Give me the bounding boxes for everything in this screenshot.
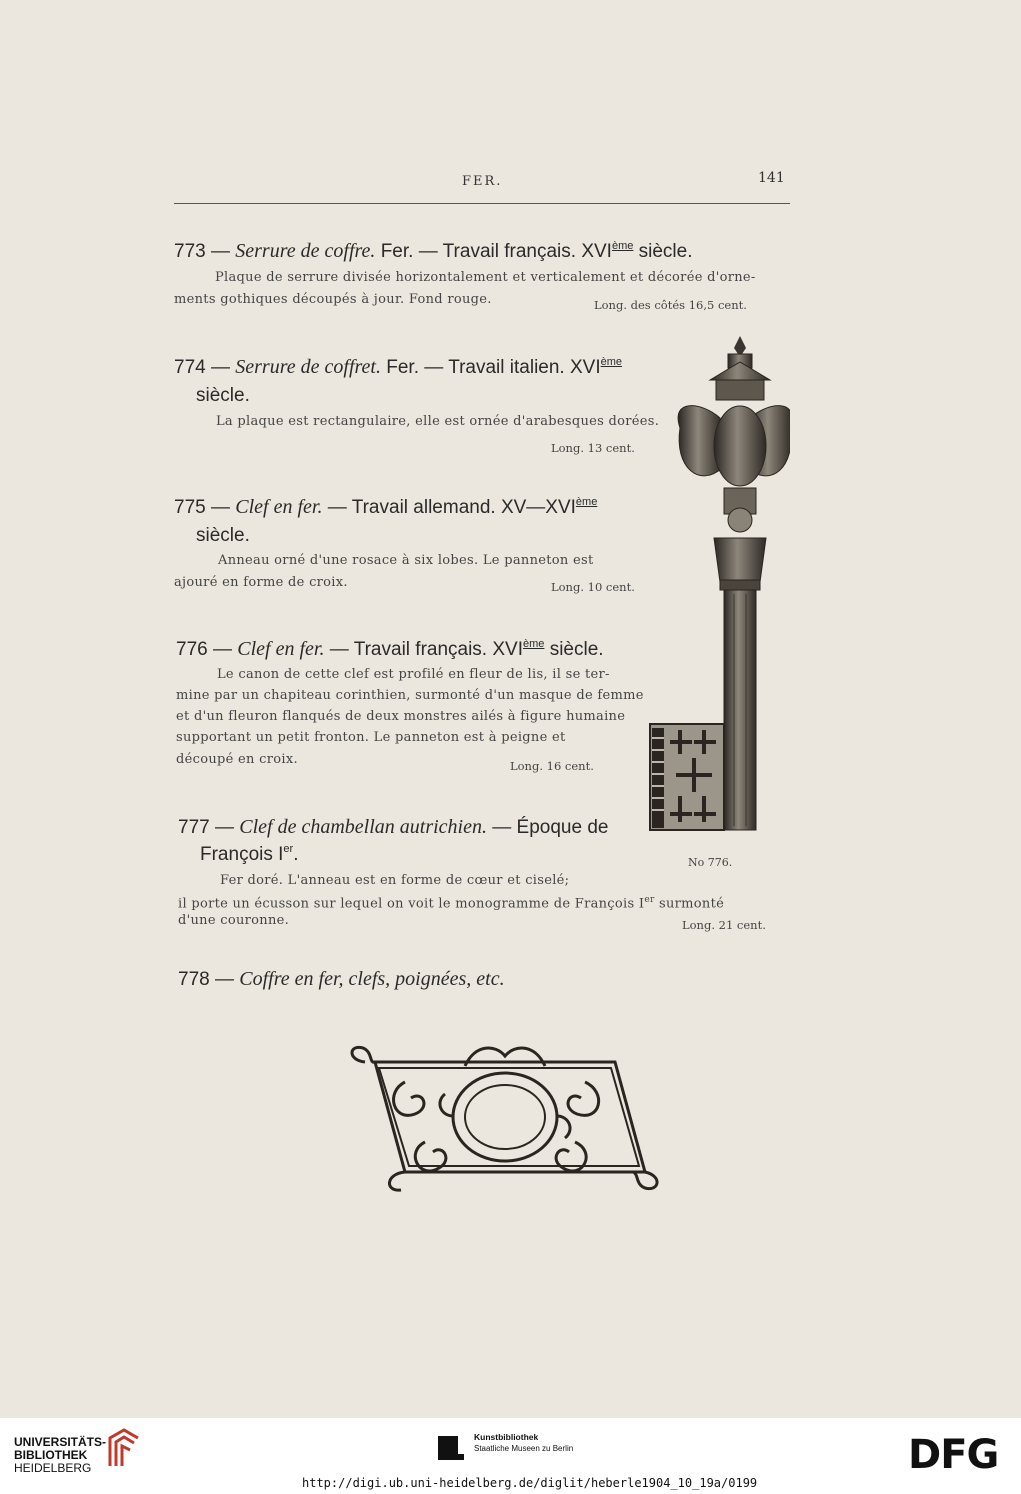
entry-title: Serrure de coffre. — [235, 240, 376, 262]
entry-number: 773 — [174, 241, 206, 262]
entry-774-measure: Long. 13 cent. — [551, 441, 635, 455]
entry-775-desc-2: ajouré en forme de croix. — [174, 575, 348, 590]
entry-773-desc-1: Plaque de serrure divisée horizontalement et verticalement et décorée d'orne- — [215, 270, 756, 285]
entry-773-desc-2: ments gothiques découpés à jour. Fond rouge. — [174, 292, 492, 307]
entry-776-desc-2: mine par un chapiteau corinthien, surmonté d'un masque de femme — [176, 688, 644, 703]
entry-777-desc-3: d'une couronne. — [178, 913, 290, 928]
ub-heidelberg-logo-text[interactable]: UNIVERSITÄTS- BIBLIOTHEK HEIDELBERG — [14, 1435, 107, 1475]
key-illustration — [640, 318, 790, 858]
entry-775-measure: Long. 10 cent. — [551, 580, 635, 594]
kunstbibliothek-logo-icon — [436, 1434, 466, 1462]
header-rule — [174, 203, 790, 204]
entry-777-measure: Long. 21 cent. — [682, 918, 766, 932]
entry-776-desc-1: Le canon de cette clef est profilé en fleur de lis, il se ter- — [217, 667, 610, 682]
running-header: FER. — [462, 174, 503, 189]
entry-778-heading: 778 — Coffre en fer, clefs, poignées, etc. — [178, 968, 505, 990]
entry-776-heading: 776 — Clef en fer. — Travail français. XVIème siècle. — [176, 638, 604, 660]
entry-774-desc: La plaque est rectangulaire, elle est ornée d'arabesques dorées. — [216, 414, 660, 429]
permalink-url[interactable]: http://digi.ub.uni-heidelberg.de/diglit/heberle1904_10_19a/0199 — [302, 1476, 758, 1490]
entry-776-desc-4: supportant un petit fronton. Le panneton est à peigne et — [176, 730, 566, 745]
dfg-logo[interactable]: DFG — [908, 1432, 999, 1478]
footer-bar — [0, 1418, 1021, 1494]
figure-caption: No 776. — [688, 856, 733, 869]
entry-773-measure: Long. des côtés 16,5 cent. — [594, 298, 747, 312]
ub-heidelberg-logo-icon — [104, 1426, 144, 1470]
entry-775-heading: 775 — Clef en fer. — Travail allemand. XV—XVIème — [174, 496, 598, 518]
entry-773-heading: 773 — Serrure de coffre. Fer. — Travail français. XVIème siècle. — [174, 240, 693, 262]
entry-777-heading-tail: François Ier. — [200, 843, 299, 865]
entry-775-heading-tail: siècle. — [196, 525, 250, 546]
entry-776-desc-3: et d'un fleuron flanqués de deux monstres ailés à figure humaine — [176, 709, 626, 724]
entry-776-desc-5: découpé en croix. — [176, 752, 298, 767]
page-number: 141 — [758, 170, 785, 186]
entry-777-desc-1: Fer doré. L'anneau est en forme de cœur et ciselé; — [220, 873, 570, 888]
entry-775-desc-1: Anneau orné d'une rosace à six lobes. Le panneton est — [218, 553, 594, 568]
iron-grille-illustration — [345, 1042, 660, 1192]
entry-774-heading: 774 — Serrure de coffret. Fer. — Travail italien. XVIème — [174, 356, 623, 378]
kunstbibliothek-logo-text[interactable]: Kunstbibliothek Staatliche Museen zu Berlin — [474, 1432, 574, 1453]
entry-776-measure: Long. 16 cent. — [510, 759, 594, 773]
entry-774-heading-tail: siècle. — [196, 385, 250, 406]
entry-777-desc-2: il porte un écusson sur lequel on voit le monogramme de François Ier surmonté — [178, 895, 725, 912]
entry-777-heading: 777 — Clef de chambellan autrichien. — Époque de — [178, 816, 609, 838]
